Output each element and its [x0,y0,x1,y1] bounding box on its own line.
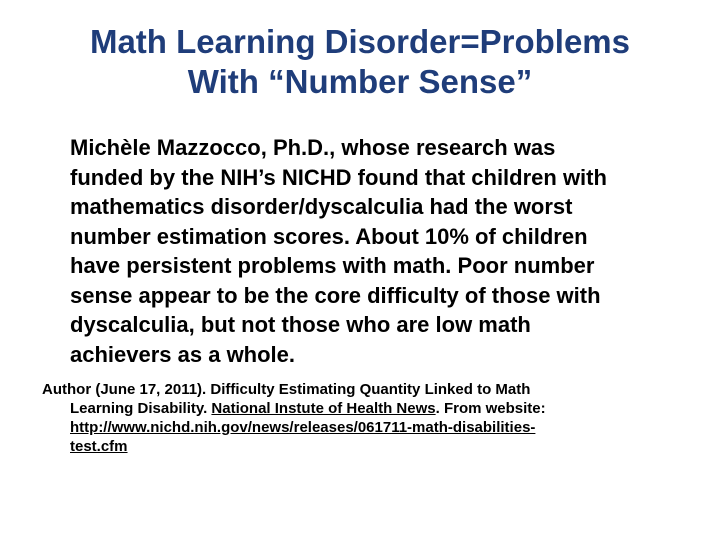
body-line: mathematics disorder/dyscalculia had the worst [70,194,573,219]
citation-line-1: Author (June 17, 2011). Difficulty Estimating Quantity Linked to Math [42,381,531,398]
citation [42,380,682,456]
citation-url-line[interactable] [42,437,682,456]
citation-url-link-cont[interactable]: test.cfm [70,438,128,455]
body-paragraph [70,133,710,369]
citation-text: . From website: [435,400,546,417]
title-line-2: With “Number Sense” [187,63,533,100]
body-line: Michèle Mazzocco, Ph.D., whose research was [70,135,556,160]
title-line-1: Math Learning Disorder=Problems [89,23,631,60]
body-line: achievers as a whole. [70,341,296,367]
citation-text: Learning Disability. [70,400,212,417]
body-line: have persistent problems with math. Poor number [70,253,595,278]
slide-title [40,22,680,102]
body-line: sense appear to be the core difficulty of those with [70,282,601,308]
body-line: dyscalculia, but not those who are low math [70,312,531,337]
citation-source: National Instute of Health News [211,400,436,417]
body-line: number estimation scores. About 10% of children [70,223,588,249]
body-line: funded by the NIH’s NICHD found that children with [70,164,607,190]
citation-url-line[interactable] [42,418,682,437]
citation-line-2 [42,399,682,418]
citation-url-link[interactable]: http://www.nichd.nih.gov/news/releases/061711-math-disabilities- [70,419,536,436]
